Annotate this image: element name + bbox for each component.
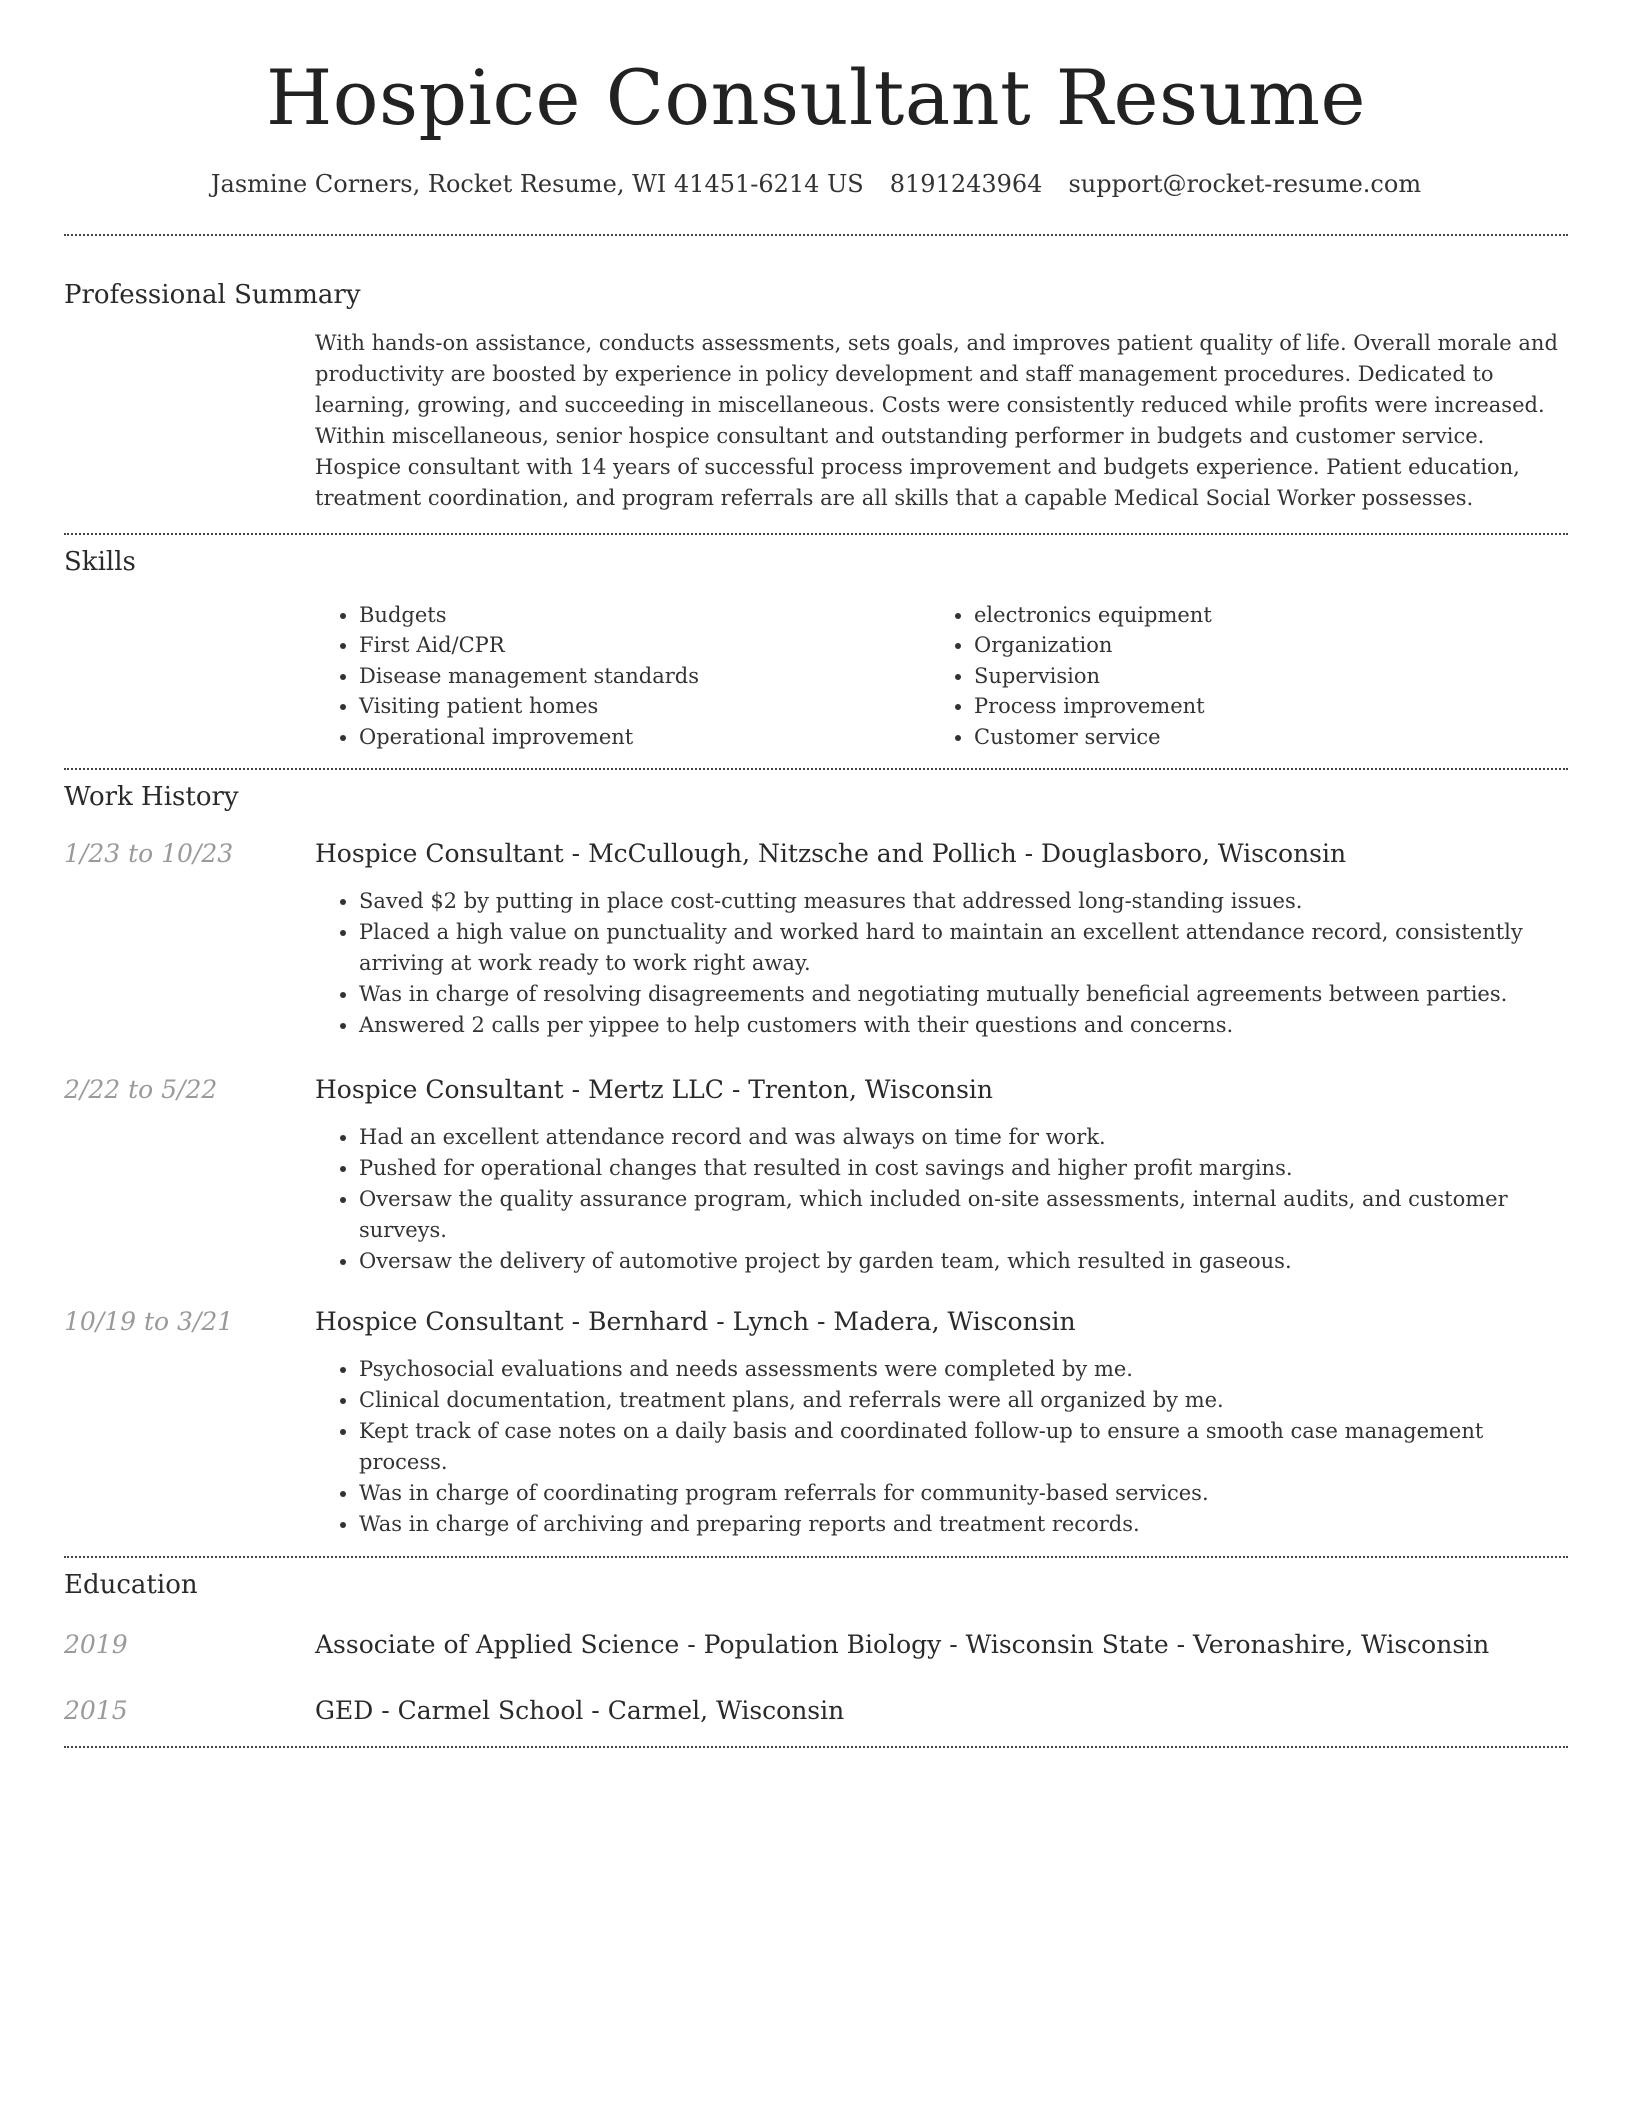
- skills-column-right: [930, 600, 1545, 753]
- job-bullet: • Was in charge of resolving disagreements and negotiating mutually beneficial agreements between parties.: [359, 979, 1568, 1010]
- divider: [64, 234, 1568, 236]
- job-entry: [64, 1075, 1568, 1277]
- skills-column-left: [315, 600, 930, 753]
- resume-page: [64, 0, 1568, 1748]
- divider: [64, 1746, 1568, 1748]
- job-bullet: • Oversaw the delivery of automotive project by garden team, which resulted in gaseous.: [359, 1246, 1568, 1277]
- job-title: Hospice Consultant - McCullough, Nitzsche and Pollich - Douglasboro, Wisconsin: [315, 839, 1347, 869]
- job-dates: 2/22 to 5/22: [64, 1075, 218, 1105]
- education-entry: [64, 1696, 1568, 1726]
- skill-item: • electronics equipment: [974, 600, 1545, 631]
- summary-heading: Professional Summary: [64, 280, 361, 311]
- job-dates: 1/23 to 10/23: [64, 839, 234, 869]
- job-bullet: • Psychosocial evaluations and needs assessments were completed by me.: [359, 1354, 1568, 1385]
- job-entry: [64, 1307, 1568, 1540]
- skills-list: [315, 600, 1568, 753]
- job-bullet: • Oversaw the quality assurance program, which included on-site assessments, internal audits, and customer surveys.: [359, 1184, 1568, 1246]
- job-bullet: • Was in charge of archiving and preparing reports and treatment records.: [359, 1509, 1568, 1540]
- job-entry: [64, 839, 1568, 1041]
- skill-item: • Disease management standards: [359, 661, 930, 692]
- contact-line: [64, 169, 1568, 200]
- job-dates: 10/19 to 3/21: [64, 1307, 234, 1337]
- skill-item: • First Aid/CPR: [359, 630, 930, 661]
- job-title: Hospice Consultant - Bernhard - Lynch - Madera, Wisconsin: [315, 1307, 1076, 1337]
- skill-item: • Operational improvement: [359, 722, 930, 753]
- job-title: Hospice Consultant - Mertz LLC - Trenton, Wisconsin: [315, 1075, 994, 1105]
- job-bullet: • Placed a high value on punctuality and worked hard to maintain an excellent attendance record, consistently arriving at work ready to work right away.: [359, 917, 1568, 979]
- contact-address: Jasmine Corners, Rocket Resume, WI 41451-6214 US: [210, 170, 864, 199]
- skill-item: • Supervision: [974, 661, 1545, 692]
- education-year: 2019: [64, 1629, 128, 1659]
- education-entry: [64, 1630, 1568, 1660]
- job-bullet: • Kept track of case notes on a daily basis and coordinated follow-up to ensure a smooth case management process.: [359, 1416, 1568, 1478]
- job-bullet: • Was in charge of coordinating program referrals for community-based services.: [359, 1478, 1568, 1509]
- job-bullet: • Clinical documentation, treatment plans, and referrals were all organized by me.: [359, 1385, 1568, 1416]
- skill-item: • Visiting patient homes: [359, 691, 930, 722]
- divider: [64, 768, 1568, 770]
- summary-text: With hands-on assistance, conducts assessments, sets goals, and improves patient quality of life. Overall morale and productivity are boosted by experience in policy development and staff management procedures. Dedicated to learning, growing, and succeeding in miscellaneous. Costs were consistently reduced while profits were increased. Within miscellaneous, senior hospice consultant and outstanding performer in budgets and customer service. Hospice consultant with 14 years of successful process improvement and budgets experience. Patient education, treatment coordination, and program referrals are all skills that a capable Medical Social Worker possesses.: [315, 330, 1558, 510]
- resume-title: Hospice Consultant Resume: [266, 53, 1366, 142]
- work-heading: Work History: [64, 782, 239, 813]
- job-bullet: • Had an excellent attendance record and was always on time for work.: [359, 1122, 1568, 1153]
- job-bullet: • Answered 2 calls per yippee to help customers with their questions and concerns.: [359, 1010, 1568, 1041]
- contact-email[interactable]: support@rocket-resume.com: [1068, 170, 1422, 199]
- skill-item: • Customer service: [974, 722, 1545, 753]
- contact-phone: 8191243964: [889, 170, 1043, 199]
- skill-item: • Budgets: [359, 600, 930, 631]
- education-detail: Associate of Applied Science - Population Biology - Wisconsin State - Veronashire, Wisconsin: [315, 1629, 1490, 1659]
- skill-item: • Process improvement: [974, 691, 1545, 722]
- divider: [64, 1556, 1568, 1558]
- divider: [64, 533, 1568, 535]
- education-detail: GED - Carmel School - Carmel, Wisconsin: [315, 1695, 845, 1725]
- skills-heading: Skills: [64, 546, 136, 577]
- education-year: 2015: [64, 1695, 128, 1725]
- skill-item: • Organization: [974, 630, 1545, 661]
- job-bullet: • Pushed for operational changes that resulted in cost savings and higher profit margins.: [359, 1153, 1568, 1184]
- education-heading: Education: [64, 1570, 198, 1601]
- job-bullet: • Saved $2 by putting in place cost-cutting measures that addressed long-standing issues.: [359, 886, 1568, 917]
